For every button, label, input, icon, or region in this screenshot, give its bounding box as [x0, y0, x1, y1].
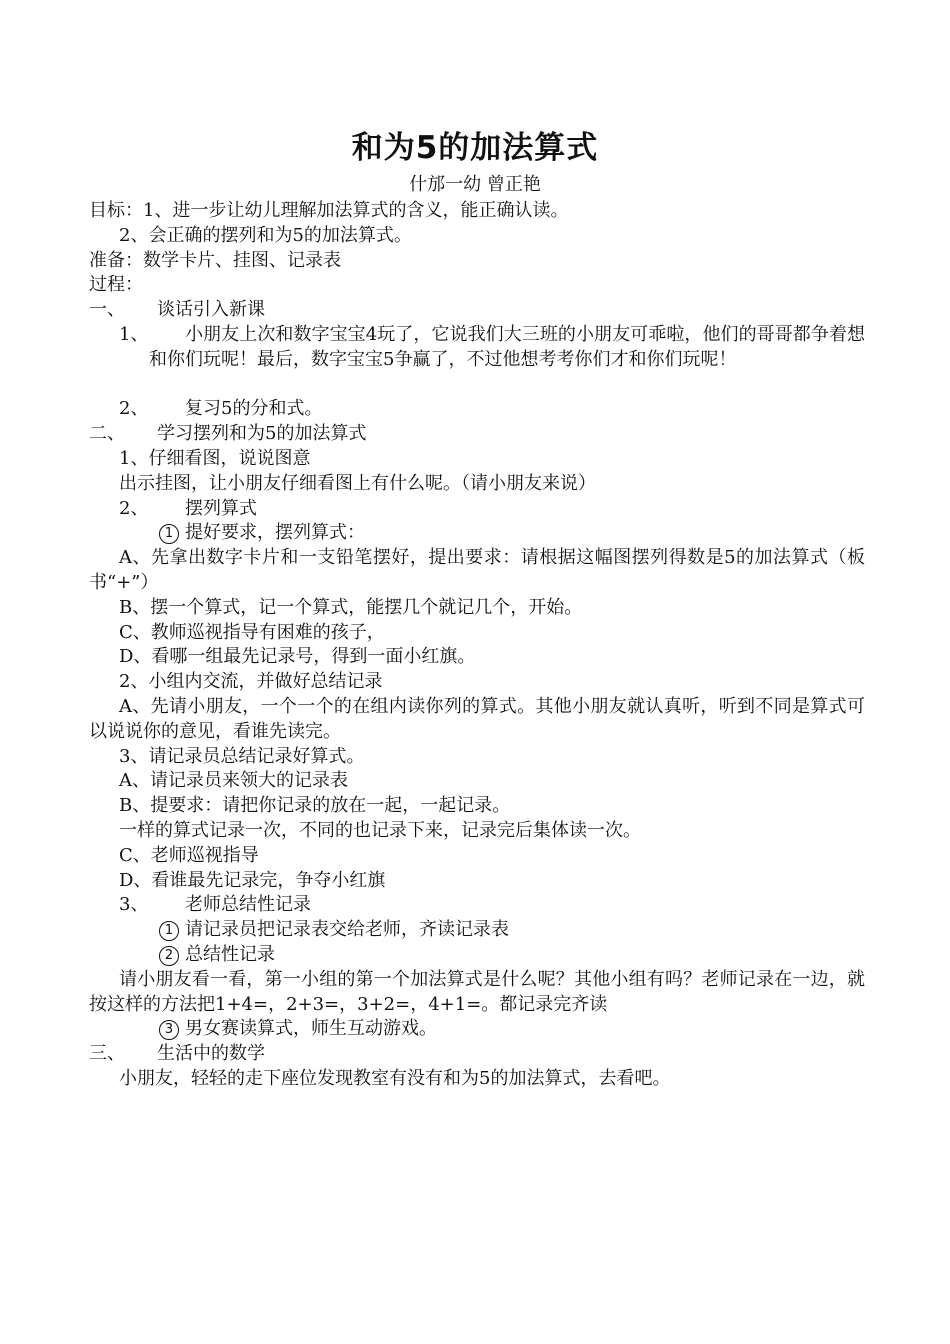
summary-paragraph: 请小朋友看一看，第一小组的第一个加法算式是什么呢？其他小组有吗？老师记录在一边，就按这样的方法把1+4=，2+3=，3+2=，4+1=。都记录完齐读 [89, 968, 865, 1015]
step-c-teacher-patrol: C、老师巡视指导 [119, 844, 259, 866]
section-3-number: 三、 [89, 1043, 125, 1065]
process-heading: 过程： [89, 274, 143, 296]
section-1-item-2-number: 2、 [119, 398, 149, 420]
section-2-step-2 [89, 497, 865, 522]
circled-item-game [89, 1017, 865, 1042]
section-2-heading [89, 422, 865, 447]
step-a-arrange: A、先拿出数字卡片和一支铅笔摆好，提出要求：请根据这幅图摆列得数是5的加法算式（板书“+”） [89, 547, 865, 593]
section-3-title: 生活中的数学 [157, 1043, 265, 1065]
section-1-title: 谈话引入新课 [157, 299, 265, 321]
section-1-item-1 [89, 323, 865, 397]
section-2-step-2-number: 2、 [119, 497, 149, 519]
circled-item-hand-over [89, 918, 865, 943]
section-2-step-3b-number: 3、 [119, 894, 149, 916]
circled-item-requirements-text: 提好要求，摆列算式： [185, 522, 365, 544]
step-d-red-flag: D、看哪一组最先记录号，得到一面小红旗。 [119, 646, 476, 668]
section-2-step-3b [89, 893, 865, 918]
circled-number-icon: 1 [159, 921, 179, 941]
section-2-step-3: 3、请记录员总结记录好算式。 [119, 745, 365, 767]
section-2-step-3b-text: 老师总结性记录 [185, 894, 311, 916]
step-b-requirement: B、提要求：请把你记录的放在一起，一起记录。 [119, 795, 511, 817]
step-b-record: B、摆一个算式，记一个算式，能摆几个就记几个，开始。 [119, 596, 583, 618]
section-2-step-2-text: 摆列算式 [185, 497, 257, 519]
section-1-heading [89, 298, 865, 323]
circled-number-icon: 3 [159, 1020, 179, 1040]
section-1-item-1-text: 小朋友上次和数字宝宝4玩了，它说我们大三班的小朋友可乖啦，他们的哥哥都争着想和你们玩呢！最后，数字宝宝5争赢了，不过他想考考你们才和你们玩呢！ [149, 323, 865, 370]
goal-line-1: 目标：1、进一步让幼儿理解加法算式的含义，能正确认读。 [89, 200, 569, 221]
section-2-number: 二、 [89, 423, 125, 445]
section-2-title: 学习摆列和为5的加法算式 [157, 423, 367, 445]
document-body [89, 199, 865, 1092]
step-c-teacher-guide: C、教师巡视指导有困难的孩子， [119, 621, 385, 643]
section-2-step-1-description: 出示挂图，让小朋友仔细看图上有什么呢。（请小朋友来说） [119, 472, 596, 494]
section-1-item-2-text: 复习5的分和式。 [185, 398, 323, 420]
same-formula-note: 一样的算式记录一次，不同的也记录下来，记录完后集体读一次。 [119, 819, 641, 841]
preparation-line: 准备：数学卡片、挂图、记录表 [89, 249, 341, 271]
circled-number-icon: 2 [159, 946, 179, 966]
section-1-number: 一、 [89, 299, 125, 321]
circled-item-summary-text: 总结性记录 [185, 943, 275, 965]
circled-item-hand-over-text: 请记录员把记录表交给老师，齐读记录表 [185, 919, 509, 941]
section-3-heading [89, 1042, 865, 1067]
section-2-group-exchange: 2、小组内交流，并做好总结记录 [119, 671, 383, 693]
closing-line: 小朋友，轻轻的走下座位发现教室有没有和为5的加法算式，去看吧。 [119, 1067, 671, 1089]
circled-item-summary [89, 943, 865, 968]
step-d-compete: D、看谁最先记录完，争夺小红旗 [119, 869, 386, 891]
circled-item-requirements [89, 521, 865, 546]
step-a-recorder: A、请记录员来领大的记录表 [119, 770, 348, 792]
section-1-item-1-number: 1、 [119, 323, 149, 345]
document-title: 和为5的加法算式 [351, 130, 599, 166]
circled-number-icon: 1 [159, 524, 179, 544]
section-1-item-2 [89, 397, 865, 422]
document-author: 什邡一幼 曾正艳 [409, 174, 541, 195]
goal-line-2: 2、会正确的摆列和为5的加法算式。 [119, 224, 412, 246]
circled-item-game-text: 男女赛读算式，师生互动游戏。 [185, 1018, 437, 1040]
step-a-read-in-group: A、先请小朋友，一个一个的在组内读你列的算式。其他小朋友就认真听，听到不同是算式可以说说你的意见，看谁先读完。 [89, 695, 865, 742]
section-2-step-1: 1、仔细看图，说说图意 [119, 447, 311, 469]
